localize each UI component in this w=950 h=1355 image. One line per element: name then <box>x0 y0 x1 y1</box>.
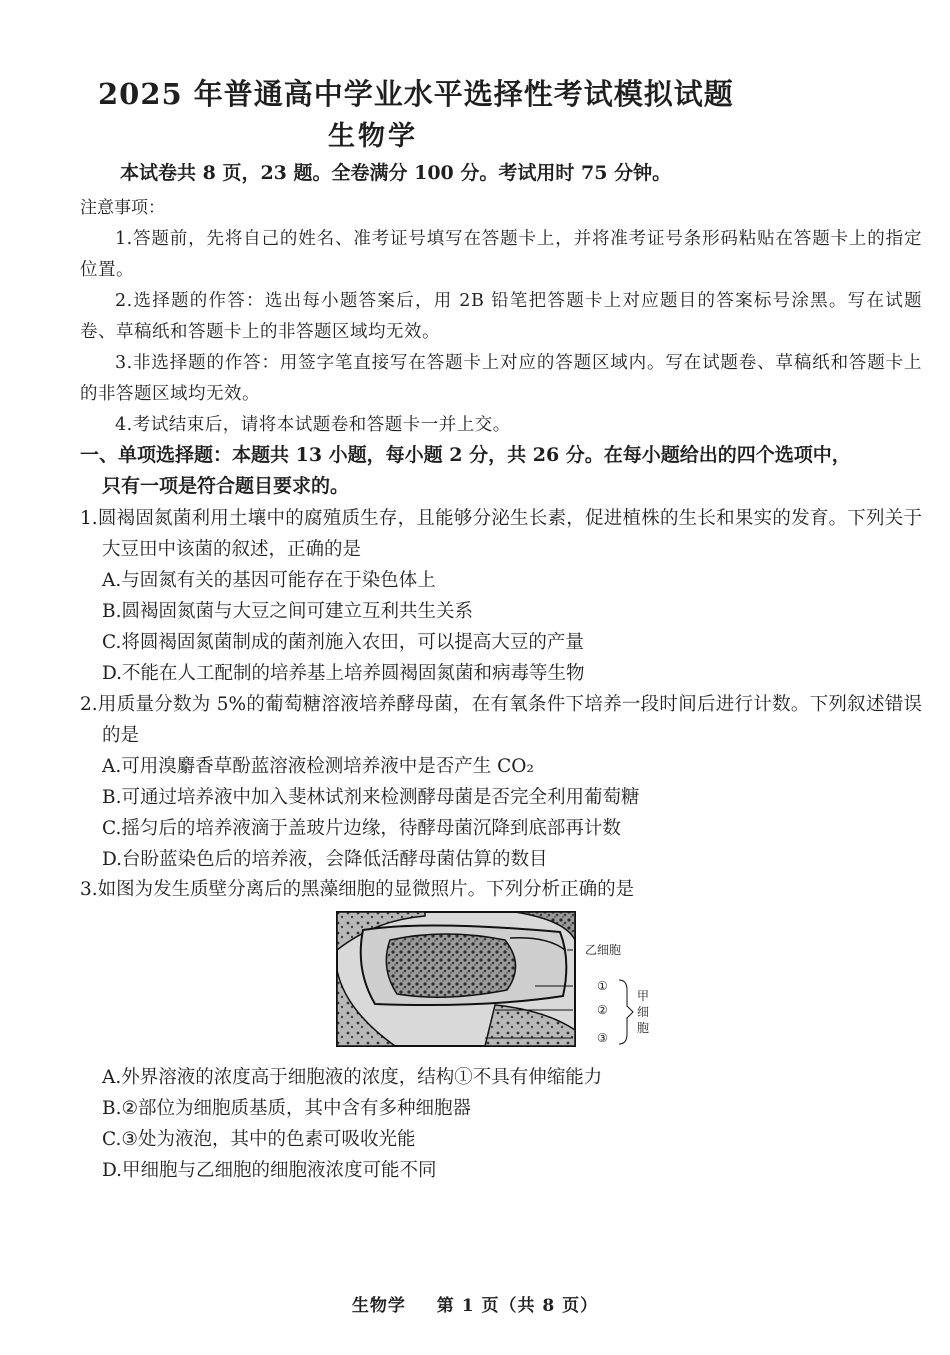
option-a: A.可用溴麝香草酚蓝溶液检测培养液中是否产生 CO₂ <box>102 756 534 777</box>
option-b: B.可通过培养液中加入斐林试剂来检测酵母菌是否完全利用葡萄糖 <box>102 787 640 808</box>
exam-intro: 本试卷共 8 页，23 题。全卷满分 100 分。考试用时 75 分钟。 <box>120 162 672 184</box>
question-stem: 1.圆褐固氮菌利用土壤中的腐殖质生存，且能够分泌生长素，促进植株的生长和果实的发育。下列关于大豆田中该菌的叙述，正确的是 <box>80 508 922 560</box>
option-a: A.与固氮有关的基因可能存在于染色体上 <box>102 570 436 591</box>
note-item: 2.选择题的作答：选出每小题答案后，用 2B 铅笔把答题卡上对应题目的答案标号涂黑。写在试题卷、草稿纸和答题卡上的非答题区域均无效。 <box>80 291 922 342</box>
option-d: D.台盼蓝染色后的培养液，会降低活酵母菌估算的数目 <box>102 849 548 870</box>
subject-title: 生物学 <box>328 121 418 152</box>
label-structure-1: ① <box>597 979 608 993</box>
section-heading <box>80 440 922 502</box>
label-cell-jia-3: 胞 <box>637 1021 650 1035</box>
question-stem: 2.用质量分数为 5%的葡萄糖溶液培养酵母菌，在有氧条件下培养一段时间后进行计数。下列叙述错误的是 <box>80 694 922 746</box>
footer-subject: 生物学 <box>351 1296 406 1316</box>
label-structure-2: ② <box>597 1003 608 1017</box>
option-c: C.摇匀后的培养液滴于盖玻片边缘，待酵母菌沉降到底部再计数 <box>102 818 621 839</box>
option-d: D.不能在人工配制的培养基上培养圆褐固氮菌和病毒等生物 <box>102 663 585 684</box>
exam-title: 2025 年普通高中学业水平选择性考试模拟试题 <box>98 77 734 111</box>
option-c: C.③处为液泡，其中的色素可吸收光能 <box>102 1129 416 1150</box>
notes-heading: 注意事项： <box>80 198 165 218</box>
question-stem: 3.如图为发生质壁分离后的黑藻细胞的显微照片。下列分析正确的是 <box>80 879 635 900</box>
label-cell-yi: 乙细胞 <box>585 943 622 957</box>
option-a: A.外界溶液的浓度高于细胞液的浓度，结构①不具有伸缩能力 <box>102 1067 603 1088</box>
question-1 <box>80 503 922 689</box>
cell-micrograph-figure <box>335 910 655 1050</box>
label-structure-3: ③ <box>597 1031 608 1045</box>
section-heading-line1: 一、单项选择题：本题共 13 小题，每小题 2 分，共 26 分。在每小题给出的四个选项中， <box>80 444 851 466</box>
option-b: B.圆褐固氮菌与大豆之间可建立互利共生关系 <box>102 601 473 622</box>
section-heading-line2: 只有一项是符合题目要求的。 <box>102 475 350 497</box>
question-3-options <box>80 1062 922 1186</box>
note-item: 3.非选择题的作答：用签字笔直接写在答题卡上对应的答题区域内。写在试题卷、草稿纸和答题卡上的非答题区域均无效。 <box>80 353 922 404</box>
question-2 <box>80 689 922 875</box>
note-item: 4.考试结束后，请将本试题卷和答题卡一并上交。 <box>115 415 511 435</box>
notes-list <box>80 224 922 441</box>
footer-page-number: 第 1 页（共 8 页） <box>436 1296 599 1316</box>
page-footer <box>0 1291 950 1316</box>
label-cell-jia-1: 甲 <box>637 989 650 1003</box>
label-cell-jia-2: 细 <box>637 1005 650 1019</box>
option-b: B.②部位为细胞质基质，其中含有多种细胞器 <box>102 1098 472 1119</box>
option-c: C.将圆褐固氮菌制成的菌剂施入农田，可以提高大豆的产量 <box>102 632 584 653</box>
cell-micrograph <box>335 910 655 1050</box>
note-item: 1.答题前，先将自己的姓名、准考证号填写在答题卡上，并将准考证号条形码粘贴在答题卡上的指定位置。 <box>80 229 922 280</box>
question-3-stem <box>80 874 922 905</box>
option-d: D.甲细胞与乙细胞的细胞液浓度可能不同 <box>102 1160 437 1181</box>
